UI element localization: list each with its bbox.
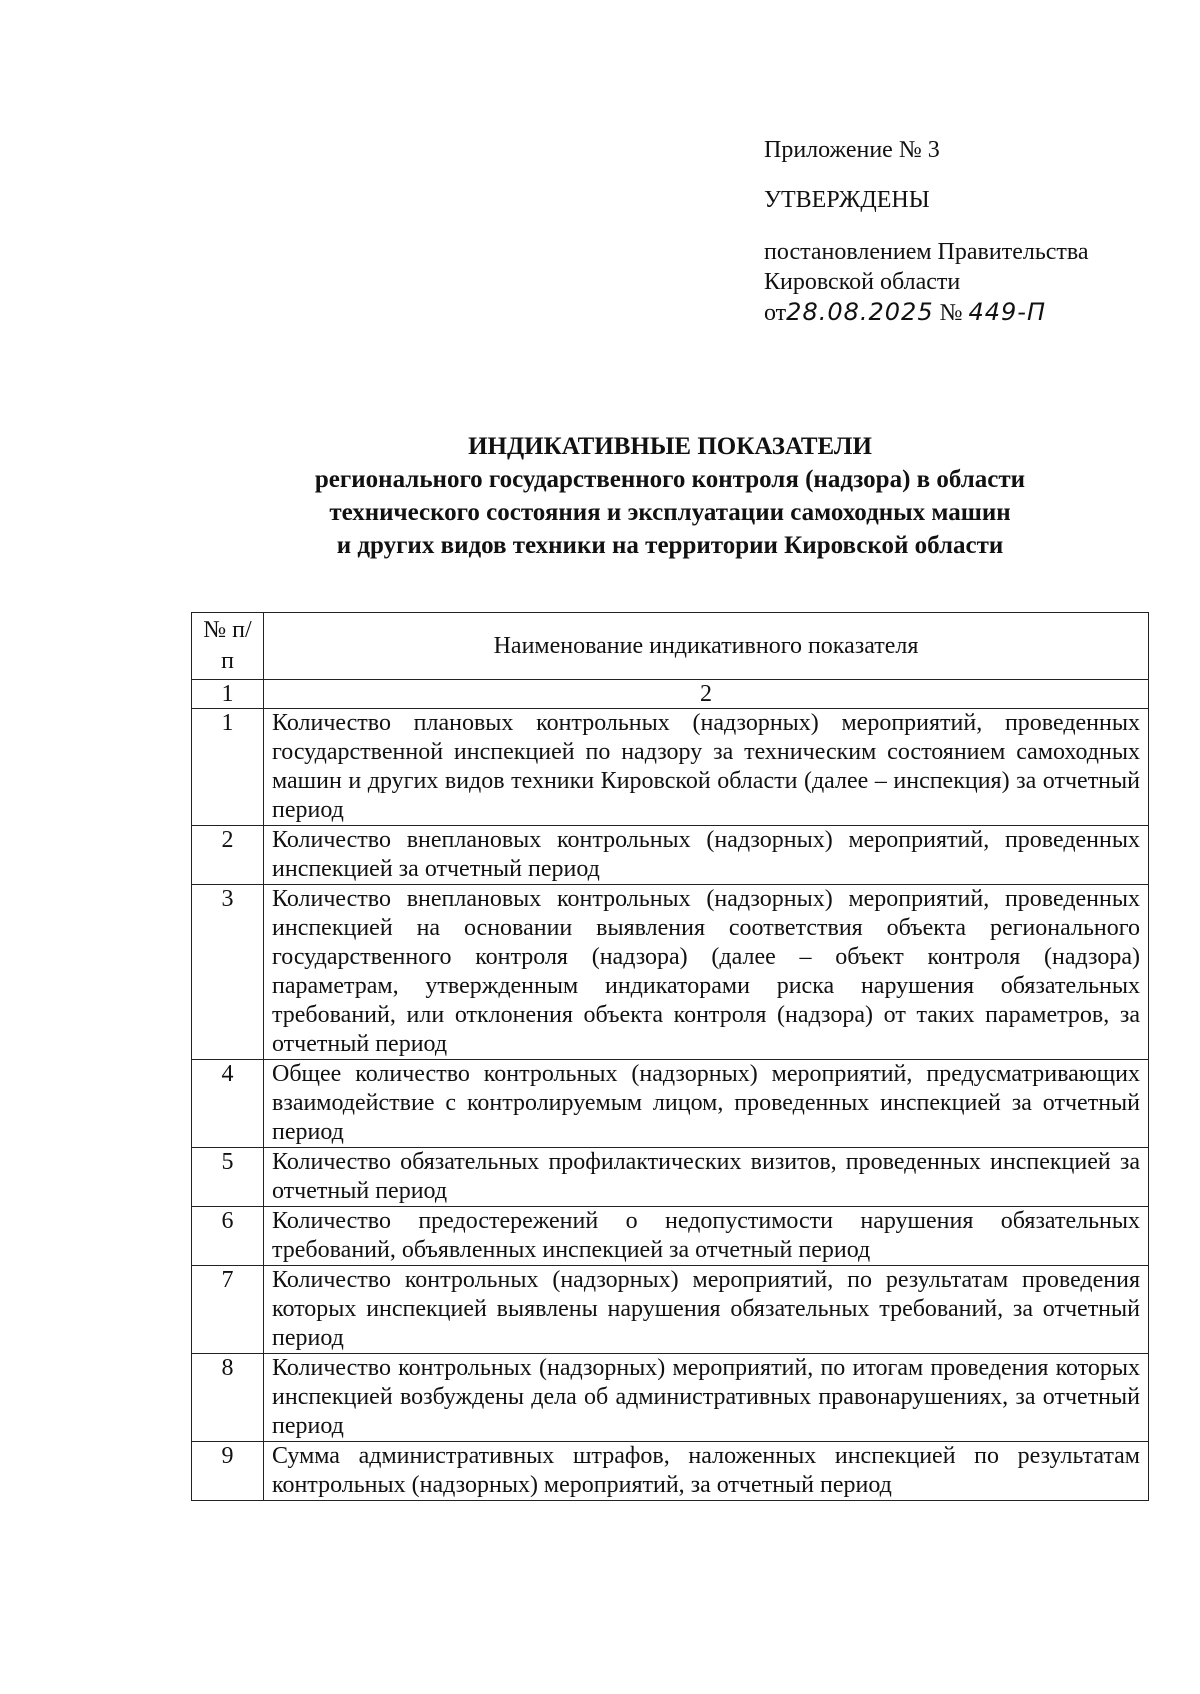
table-row: [192, 1442, 1149, 1501]
row-number: 8: [192, 1354, 264, 1442]
number-prefix: №: [939, 300, 963, 326]
row-indicator-name: Количество предостережений о недопустимости нарушения обязательных требований, объявленных инспекцией за отчетный период: [264, 1207, 1149, 1266]
row-number: 1: [192, 709, 264, 826]
row-indicator-name: Сумма административных штрафов, наложенных инспекцией по результатам контрольных (надзорных) мероприятий, за отчетный период: [264, 1442, 1149, 1501]
row-indicator-name: Количество контрольных (надзорных) мероприятий, по результатам проведения которых инспекцией выявлены нарушения обязательных требований, за отчетный период: [264, 1266, 1149, 1354]
document-subtitle-line-1: регионального государственного контроля (надзора) в области: [314, 466, 1026, 493]
indicators-table: [191, 612, 1149, 1501]
document-subtitle-line-2: технического состояния и эксплуатации самоходных машин: [329, 499, 1011, 526]
decree-date-number-line: [764, 297, 1184, 328]
row-number: 5: [192, 1148, 264, 1207]
handwritten-number: 449-П: [968, 298, 1047, 326]
approved-label: УТВЕРЖДЕНЫ: [764, 187, 930, 213]
column-index-row: [192, 680, 1149, 709]
approval-block: [764, 135, 1184, 328]
table-row: [192, 709, 1149, 826]
document-title: ИНДИКАТИВНЫЕ ПОКАЗАТЕЛИ: [468, 433, 872, 460]
table-row: [192, 826, 1149, 885]
row-indicator-name: Количество контрольных (надзорных) мероприятий, по итогам проведения которых инспекцией возбуждены дела об административных правонарушениях, за отчетный период: [264, 1354, 1149, 1442]
decree-line-1: постановлением Правительства: [764, 239, 1089, 265]
document-title-block: [190, 430, 1150, 562]
decree-line-2: Кировской области: [764, 269, 961, 295]
appendix-label: Приложение № 3: [764, 137, 940, 163]
row-indicator-name: Количество обязательных профилактических визитов, проведенных инспекцией за отчетный период: [264, 1148, 1149, 1207]
table-body: [192, 680, 1149, 1501]
table-row: [192, 1207, 1149, 1266]
header-number: № п/п: [192, 613, 264, 680]
row-indicator-name: Количество внеплановых контрольных (надзорных) мероприятий, проведенных инспекцией на основании выявления соответствия объекта регионального государственного контроля (надзора) (далее – объект контроля (надзора) параметрам, утвержденным индикаторами риска нарушения обязательных требований, или отклонения объекта контроля (надзора) от таких параметров, за отчетный период: [264, 885, 1149, 1060]
row-indicator-name: Общее количество контрольных (надзорных) мероприятий, предусматривающих взаимодействие с контролируемым лицом, проведенных инспекцией за отчетный период: [264, 1060, 1149, 1148]
table-row: [192, 1266, 1149, 1354]
column-index-2: 2: [264, 680, 1149, 709]
table-row: [192, 1060, 1149, 1148]
row-number: 2: [192, 826, 264, 885]
row-indicator-name: Количество внеплановых контрольных (надзорных) мероприятий, проведенных инспекцией за отчетный период: [264, 826, 1149, 885]
table-header-row: [192, 613, 1149, 680]
row-indicator-name: Количество плановых контрольных (надзорных) мероприятий, проведенных государственной инспекцией по надзору за техническим состоянием самоходных машин и других видов техники Кировской области (далее – инспекция) за отчетный период: [264, 709, 1149, 826]
row-number: 6: [192, 1207, 264, 1266]
row-number: 9: [192, 1442, 264, 1501]
row-number: 4: [192, 1060, 264, 1148]
header-name: Наименование индикативного показателя: [264, 613, 1149, 680]
table-row: [192, 1148, 1149, 1207]
row-number: 3: [192, 885, 264, 1060]
row-number: 7: [192, 1266, 264, 1354]
table-row: [192, 885, 1149, 1060]
document-subtitle-line-3: и других видов техники на территории Кировской области: [336, 532, 1004, 559]
column-index-1: 1: [192, 680, 264, 709]
table-row: [192, 1354, 1149, 1442]
date-prefix: от: [764, 300, 787, 326]
handwritten-date: 28.08.2025: [786, 298, 934, 326]
